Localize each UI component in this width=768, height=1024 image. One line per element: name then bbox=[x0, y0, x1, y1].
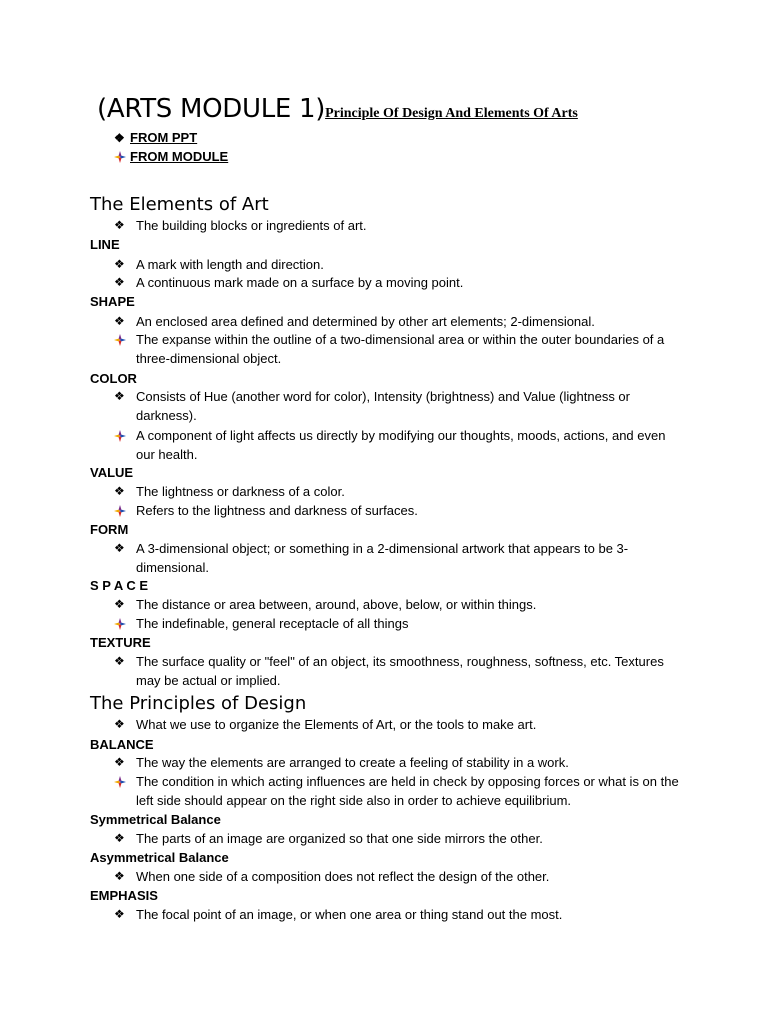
diamond-bullet-icon: ❖ bbox=[114, 717, 125, 731]
arrow-bullet-icon bbox=[114, 149, 130, 164]
list-item: ❖ The way the elements are arranged to create a feeling of stability in a work. bbox=[114, 755, 569, 770]
diamond-bullet-icon: ❖ bbox=[114, 541, 125, 555]
list-item: ❖ When one side of a composition does not reflect the design of the other. bbox=[114, 869, 550, 884]
term-emphasis: EMPHASIS bbox=[90, 888, 158, 903]
list-item: ❖ The focal point of an image, or when one area or thing stand out the most. bbox=[114, 907, 563, 922]
arrow-bullet-icon bbox=[114, 772, 130, 791]
list-item: ❖ The distance or area between, around, above, below, or within things. bbox=[114, 597, 537, 612]
list-item: A component of light affects us directly by modifying our thoughts, moods, actions, and even our health. bbox=[114, 426, 684, 464]
elements-heading: The Elements of Art bbox=[90, 194, 269, 215]
source-module bbox=[114, 149, 228, 164]
source-ppt-label: FROM PPT bbox=[130, 130, 198, 145]
source-ppt bbox=[114, 130, 197, 145]
term-form: FORM bbox=[90, 522, 129, 537]
list-item: The expanse within the outline of a two-dimensional area or within the outer boundaries of a three-dimensional object. bbox=[114, 330, 684, 368]
list-item: The indefinable, general receptacle of all things bbox=[114, 614, 684, 633]
list-item: The condition in which acting influences are held in check by opposing forces or what is on the left side should appear on the right side also in order to achieve equilibrium. bbox=[114, 772, 684, 810]
arrow-bullet-icon bbox=[114, 501, 130, 520]
diamond-bullet-icon: ❖ bbox=[114, 831, 125, 845]
arrow-bullet-icon bbox=[114, 426, 130, 445]
arrow-bullet-icon bbox=[114, 330, 130, 349]
diamond-bullet-icon: ❖ bbox=[114, 275, 125, 289]
list-item: ❖ The building blocks or ingredients of art. bbox=[114, 218, 367, 233]
term-asymmetrical-balance: Asymmetrical Balance bbox=[90, 850, 229, 865]
module-subtitle: Principle Of Design And Elements Of Arts bbox=[325, 106, 578, 121]
diamond-bullet-icon: ❖ bbox=[114, 131, 125, 145]
diamond-bullet-icon: ❖ bbox=[114, 907, 125, 921]
list-item: ❖ The parts of an image are organized so that one side mirrors the other. bbox=[114, 831, 543, 846]
arrow-bullet-icon bbox=[114, 614, 130, 633]
diamond-bullet-icon: ❖ bbox=[114, 218, 125, 232]
diamond-bullet-icon: ❖ bbox=[114, 755, 125, 769]
list-item: Refers to the lightness and darkness of surfaces. bbox=[114, 501, 684, 520]
term-value: VALUE bbox=[90, 465, 134, 480]
source-module-label: FROM MODULE bbox=[130, 149, 229, 164]
list-item: ❖ What we use to organize the Elements of Art, or the tools to make art. bbox=[114, 717, 537, 732]
term-space: S P A C E bbox=[90, 578, 149, 593]
diamond-bullet-icon: ❖ bbox=[114, 257, 125, 271]
diamond-bullet-icon: ❖ bbox=[114, 869, 125, 883]
list-item: ❖ The surface quality or "feel" of an object, its smoothness, roughness, softness, etc. Textures may be actual or implied. bbox=[114, 654, 664, 688]
diamond-bullet-icon: ❖ bbox=[114, 484, 125, 498]
diamond-bullet-icon: ❖ bbox=[114, 314, 125, 328]
diamond-bullet-icon: ❖ bbox=[114, 654, 125, 668]
list-item: ❖ Consists of Hue (another word for color), Intensity (brightness) and Value (lightness or darkness). bbox=[114, 389, 630, 423]
term-balance: BALANCE bbox=[90, 737, 154, 752]
list-item: ❖ A 3-dimensional object; or something in a 2-dimensional artwork that appears to be 3-dimensional. bbox=[114, 541, 629, 575]
principles-heading: The Principles of Design bbox=[90, 693, 307, 714]
module-title: (ARTS MODULE 1) bbox=[97, 94, 326, 124]
term-line: LINE bbox=[90, 237, 120, 252]
diamond-bullet-icon: ❖ bbox=[114, 389, 125, 403]
term-symmetrical-balance: Symmetrical Balance bbox=[90, 812, 221, 827]
list-item: ❖ A continuous mark made on a surface by a moving point. bbox=[114, 275, 464, 290]
term-shape: SHAPE bbox=[90, 294, 135, 309]
list-item: ❖ A mark with length and direction. bbox=[114, 257, 324, 272]
term-color: COLOR bbox=[90, 371, 137, 386]
term-texture: TEXTURE bbox=[90, 635, 151, 650]
list-item: ❖ The lightness or darkness of a color. bbox=[114, 484, 345, 499]
diamond-bullet-icon: ❖ bbox=[114, 597, 125, 611]
title-line bbox=[97, 94, 578, 124]
list-item: ❖ An enclosed area defined and determined by other art elements; 2-dimensional. bbox=[114, 314, 595, 329]
